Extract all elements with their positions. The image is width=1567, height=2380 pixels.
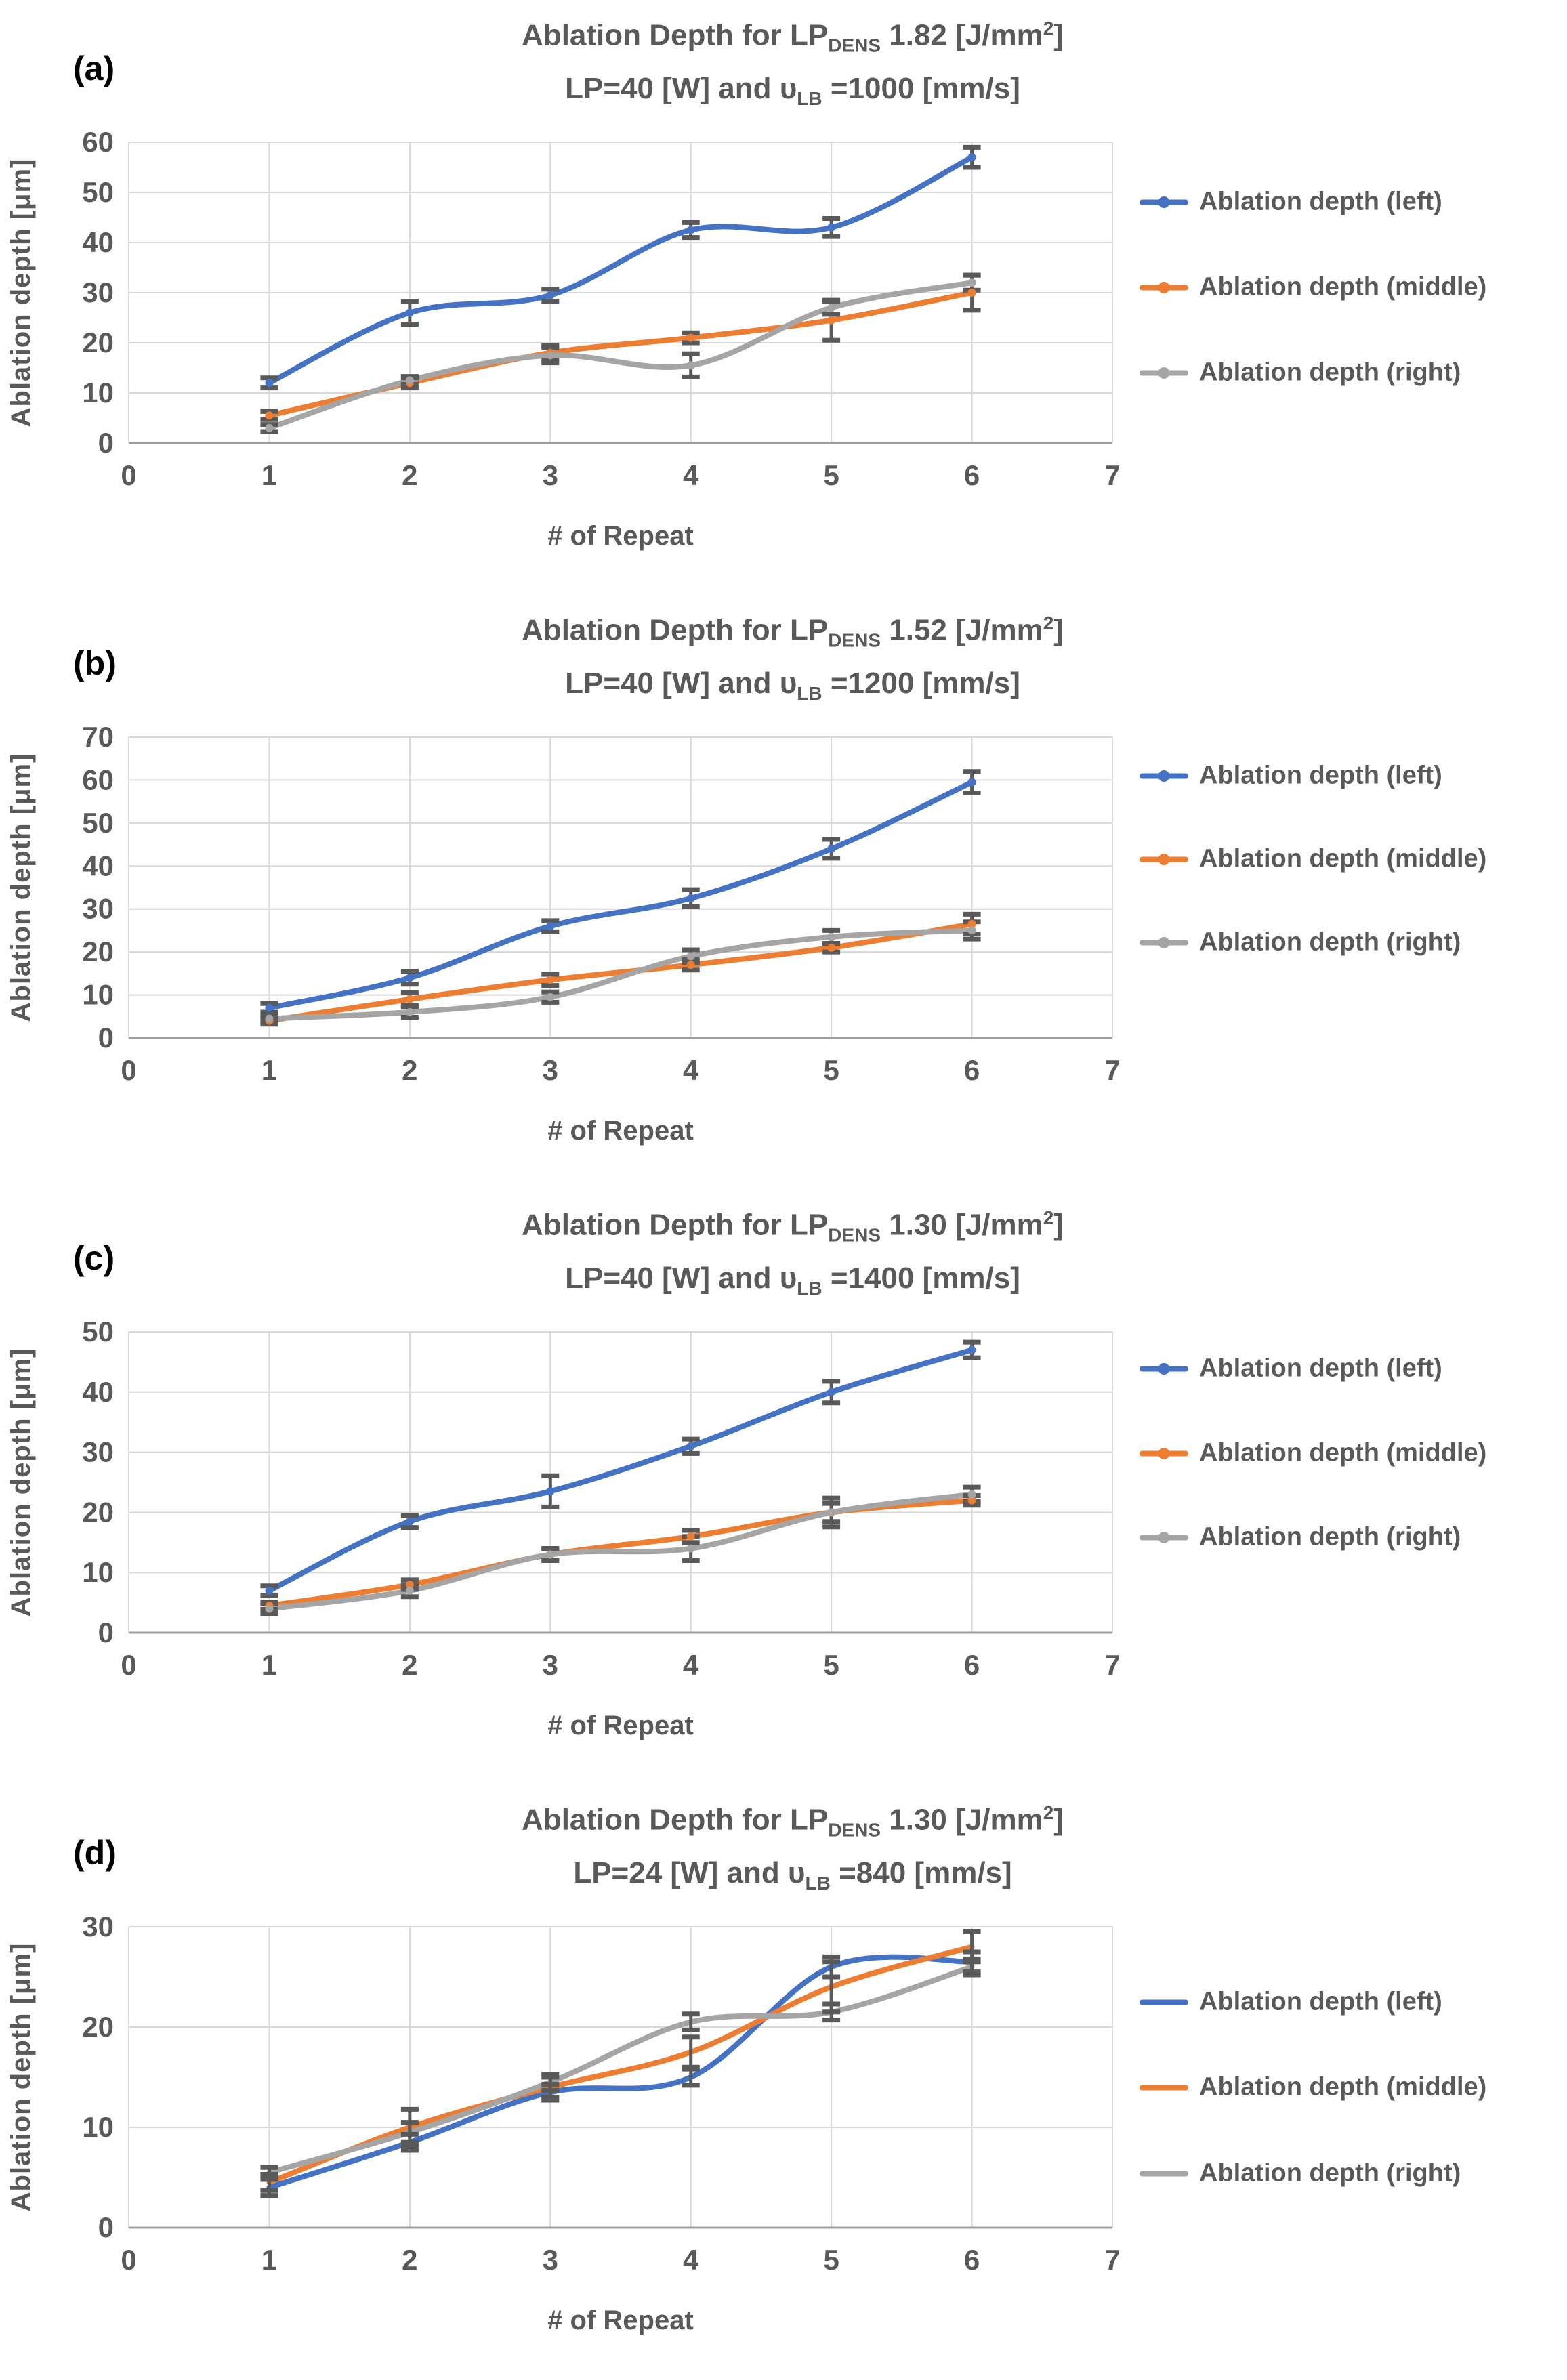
y-axis-title: Ablation depth [μm] (6, 158, 36, 427)
legend-line-swatch (1140, 940, 1188, 945)
legend-marker-dot (1158, 1448, 1170, 1459)
title1-sub: DENS (828, 629, 881, 651)
series-marker-right (406, 1587, 414, 1595)
chart-title-line2 (41, 1852, 1545, 1905)
x-tick-labels (121, 2244, 1120, 2276)
legend-marker-dot (1158, 367, 1170, 379)
title2-sub: LB (805, 1873, 831, 1894)
series-marker-right (827, 933, 835, 941)
y-axis-title: Ablation depth [μm] (6, 1942, 36, 2212)
legend-marker-dot (1158, 854, 1170, 865)
chart-title-line2 (41, 1257, 1545, 1310)
x-tick-label: 7 (1104, 459, 1121, 491)
title1-pre: Ablation Depth for LP (522, 613, 829, 647)
x-axis-title: # of Repeat (547, 1116, 694, 1146)
chart-title-line2 (41, 662, 1545, 715)
title1-post: ] (1053, 1803, 1064, 1837)
y-tick-label: 0 (98, 2211, 114, 2243)
series-marker-middle (265, 411, 273, 419)
series-marker-middle (406, 995, 414, 1003)
legend-label: Ablation depth (left) (1199, 1987, 1442, 2016)
legend-label: Ablation depth (right) (1199, 2158, 1461, 2188)
series-marker-right (265, 1604, 273, 1612)
panel-a (0, 0, 1567, 595)
x-tick-label: 1 (261, 1054, 278, 1086)
y-tick-label: 0 (98, 1022, 114, 1053)
x-tick-label: 6 (963, 1649, 980, 1681)
legend-label: Ablation depth (middle) (1199, 272, 1487, 301)
y-tick-label: 60 (82, 126, 114, 158)
series-line-middle (269, 924, 971, 1021)
legend-item-middle (1140, 1439, 1486, 1468)
x-tick-label: 1 (261, 459, 278, 491)
series-marker-middle (687, 1532, 695, 1541)
series-line-right (269, 283, 971, 428)
title1-post: ] (1053, 18, 1064, 52)
title2-pre: LP=40 [W] and υ (565, 667, 797, 701)
title1-pre: Ablation Depth for LP (522, 1208, 829, 1242)
title2-sub: LB (797, 88, 822, 110)
x-tick-label: 6 (963, 1054, 980, 1086)
series-marker-left (406, 1518, 414, 1526)
chart-title-line1 (41, 7, 1545, 67)
legend-line-swatch (1140, 2085, 1188, 2090)
x-tick-label: 6 (963, 459, 980, 491)
legend-item-left (1140, 1988, 1442, 2017)
series-marker-left (546, 291, 554, 299)
y-tick-label: 0 (98, 427, 114, 459)
series-marker-right (687, 1545, 695, 1553)
title1-post: ] (1053, 613, 1064, 647)
x-tick-label: 7 (1104, 1649, 1121, 1681)
title1-sub: DENS (828, 1819, 881, 1841)
panel-d (0, 1784, 1567, 2379)
y-tick-label: 20 (82, 1496, 114, 1528)
series-marker-right (968, 1490, 976, 1499)
series-marker-left (827, 1388, 835, 1396)
legend-line-swatch (1140, 199, 1188, 205)
series-marker-left (827, 845, 835, 853)
chart-title (41, 1791, 1545, 1905)
legend-line-swatch (1140, 1366, 1188, 1371)
legend-item-middle (1140, 2073, 1486, 2102)
series-marker-right (827, 1508, 835, 1516)
series-marker-middle (827, 316, 835, 325)
series-marker-left (546, 922, 554, 930)
legend-item-right (1140, 928, 1461, 957)
series-marker-left (546, 1487, 554, 1495)
chart-canvas (0, 709, 1125, 1187)
series-marker-right (968, 278, 976, 287)
series-marker-right (687, 952, 695, 960)
x-tick-label: 4 (683, 459, 699, 491)
y-tick-label: 60 (82, 764, 114, 796)
legend-label: Ablation depth (left) (1199, 1354, 1442, 1383)
y-tick-label: 30 (82, 1436, 114, 1468)
legend-marker-dot (1158, 937, 1170, 948)
y-tick-label: 40 (82, 850, 114, 882)
series-marker-left (827, 224, 835, 232)
legend-marker-dot (1158, 1532, 1170, 1543)
x-axis-title: # of Repeat (547, 521, 694, 551)
series-line-middle (269, 293, 971, 415)
y-tick-label: 50 (82, 1316, 114, 1348)
series-line-middle (269, 1947, 971, 2183)
y-tick-label: 30 (82, 892, 114, 925)
legend-item-right (1140, 1523, 1461, 1552)
legend-label: Ablation depth (left) (1199, 187, 1442, 216)
x-tick-label: 6 (963, 2244, 980, 2276)
y-tick-label: 20 (82, 936, 114, 968)
chart-title-line2 (41, 67, 1545, 121)
chart-title (41, 1196, 1545, 1310)
x-tick-labels (121, 459, 1120, 491)
series-marker-left (968, 1346, 976, 1354)
x-tick-label: 7 (1104, 2244, 1121, 2276)
x-tick-label: 3 (542, 459, 558, 491)
title1-mid: 1.52 [J/mm (881, 613, 1043, 647)
series-marker-middle (968, 289, 976, 297)
y-axis-title: Ablation depth [μm] (6, 1348, 36, 1617)
panel-label: (b) (73, 644, 117, 682)
series-marker-left (265, 1587, 273, 1595)
series-marker-right (265, 1014, 273, 1022)
series-marker-right (827, 304, 835, 312)
series-marker-left (687, 1442, 695, 1450)
panel-label: (a) (73, 49, 115, 87)
y-tick-label: 30 (82, 1911, 114, 1942)
legend-marker-dot (1158, 770, 1170, 782)
gridlines (129, 737, 1112, 1038)
legend-line-swatch (1140, 1450, 1188, 1456)
series-marker-middle (546, 976, 554, 984)
legend-marker-dot (1158, 196, 1170, 208)
series-line-left (269, 1350, 971, 1591)
title1-post: ] (1053, 1208, 1064, 1242)
y-tick-label: 10 (82, 377, 114, 409)
series-marker-left (968, 778, 976, 787)
legend-label: Ablation depth (middle) (1199, 2072, 1487, 2102)
y-tick-label: 20 (82, 2011, 114, 2043)
title2-post: =840 [mm/s] (830, 1856, 1012, 1890)
title2-sub: LB (797, 1278, 822, 1299)
legend-item-left (1140, 188, 1442, 217)
y-tick-labels (82, 721, 114, 1053)
chart-title (41, 7, 1545, 121)
series-marker-left (265, 379, 273, 387)
y-tick-label: 10 (82, 2111, 114, 2143)
legend-label: Ablation depth (middle) (1199, 1438, 1487, 1467)
title1-pre: Ablation Depth for LP (522, 1803, 829, 1837)
y-tick-labels (82, 126, 114, 459)
title1-pre: Ablation Depth for LP (522, 18, 829, 52)
x-axis-title: # of Repeat (547, 2305, 694, 2335)
chart-title-line1 (41, 1791, 1545, 1852)
error-bars (260, 147, 980, 432)
chart-canvas (0, 1303, 1125, 1782)
x-tick-label: 5 (823, 1649, 839, 1681)
x-tick-label: 2 (402, 1054, 418, 1086)
x-tick-label: 4 (683, 1054, 699, 1086)
series-marker-left (968, 153, 976, 161)
legend-item-right (1140, 358, 1461, 388)
y-tick-label: 40 (82, 1375, 114, 1408)
x-tick-label: 0 (121, 2244, 137, 2276)
series-marker-middle (687, 334, 695, 342)
title2-post: =1000 [mm/s] (822, 72, 1020, 106)
legend-label: Ablation depth (right) (1199, 1522, 1461, 1551)
legend-item-middle (1140, 845, 1486, 874)
y-tick-label: 10 (82, 978, 114, 1011)
y-axis-title: Ablation depth [μm] (6, 753, 36, 1022)
title1-sub: DENS (828, 1224, 881, 1246)
y-tick-labels (82, 1316, 114, 1648)
title2-post: =1400 [mm/s] (822, 1261, 1020, 1295)
x-axis-title: # of Repeat (547, 1711, 694, 1740)
panel-c (0, 1190, 1567, 1784)
x-tick-label: 1 (261, 2244, 278, 2276)
legend-item-right (1140, 2159, 1461, 2188)
y-tick-label: 0 (98, 1616, 114, 1648)
series-marker-left (687, 226, 695, 234)
title2-pre: LP=40 [W] and υ (565, 1261, 797, 1295)
legend-marker-dot (1158, 1363, 1170, 1375)
y-tick-label: 20 (82, 327, 114, 358)
title2-sub: LB (797, 683, 822, 705)
series-marker-right (546, 993, 554, 1001)
series-marker-right (406, 377, 414, 385)
y-tick-label: 70 (82, 721, 114, 753)
series-marker-middle (827, 944, 835, 952)
series-marker-left (406, 309, 414, 317)
legend-label: Ablation depth (right) (1199, 358, 1461, 387)
x-tick-label: 7 (1104, 1054, 1121, 1086)
x-tick-labels (121, 1054, 1120, 1086)
x-tick-label: 5 (823, 1054, 839, 1086)
series-marker-right (265, 424, 273, 432)
series-marker-middle (687, 961, 695, 969)
legend-item-left (1140, 761, 1442, 791)
series-marker-right (968, 926, 976, 934)
title1-sup: 2 (1043, 18, 1054, 39)
x-tick-label: 2 (402, 2244, 418, 2276)
series-marker-right (546, 1551, 554, 1559)
x-tick-label: 0 (121, 1649, 137, 1681)
x-tick-label: 4 (683, 1649, 699, 1681)
legend-line-swatch (1140, 285, 1188, 290)
legend-line-swatch (1140, 2171, 1188, 2176)
title1-sup: 2 (1043, 1802, 1054, 1823)
title1-sub: DENS (828, 35, 881, 56)
title1-sup: 2 (1043, 612, 1054, 633)
x-tick-label: 0 (121, 459, 137, 491)
chart-title (41, 602, 1545, 715)
x-tick-label: 5 (823, 459, 839, 491)
title2-post: =1200 [mm/s] (822, 667, 1020, 701)
y-tick-label: 50 (82, 176, 114, 208)
x-tick-label: 1 (261, 1649, 278, 1681)
legend-item-left (1140, 1354, 1442, 1383)
series-marker-right (546, 352, 554, 360)
x-tick-label: 4 (683, 2244, 699, 2276)
x-tick-labels (121, 1649, 1120, 1681)
y-tick-label: 40 (82, 226, 114, 258)
series-marker-right (687, 361, 695, 369)
title2-pre: LP=24 [W] and υ (573, 1856, 806, 1890)
legend-label: Ablation depth (middle) (1199, 844, 1487, 873)
series-lines (269, 1947, 971, 2188)
series-marker-left (265, 1004, 273, 1012)
x-tick-label: 3 (542, 2244, 558, 2276)
chart-canvas (0, 114, 1125, 592)
chart-title-line1 (41, 1196, 1545, 1257)
series-lines (269, 1350, 971, 1609)
x-tick-label: 2 (402, 459, 418, 491)
series-lines (269, 782, 971, 1021)
legend-marker-dot (1158, 282, 1170, 293)
chart-title-line1 (41, 602, 1545, 662)
legend-line-swatch (1140, 370, 1188, 375)
legend-line-swatch (1140, 856, 1188, 862)
x-tick-label: 2 (402, 1649, 418, 1681)
legend-label: Ablation depth (left) (1199, 761, 1442, 790)
legend-line-swatch (1140, 1999, 1188, 2005)
panel-label: (d) (73, 1834, 117, 1872)
x-tick-label: 0 (121, 1054, 137, 1086)
legend-item-middle (1140, 273, 1486, 302)
x-tick-label: 3 (542, 1649, 558, 1681)
title1-mid: 1.30 [J/mm (881, 1803, 1043, 1837)
chart-canvas (0, 1898, 1125, 2377)
legend-line-swatch (1140, 1535, 1188, 1540)
title2-pre: LP=40 [W] and υ (565, 72, 797, 106)
legend-line-swatch (1140, 773, 1188, 778)
x-tick-label: 5 (823, 2244, 839, 2276)
title1-sup: 2 (1043, 1207, 1054, 1228)
panel-b (0, 595, 1567, 1190)
panel-label: (c) (73, 1239, 115, 1277)
series-marker-left (406, 974, 414, 982)
series-marker-left (687, 894, 695, 902)
title1-mid: 1.30 [J/mm (881, 1208, 1043, 1242)
y-tick-label: 30 (82, 276, 114, 308)
series-marker-right (406, 1008, 414, 1016)
legend-label: Ablation depth (right) (1199, 927, 1461, 957)
y-tick-labels (82, 1911, 114, 2243)
y-tick-label: 50 (82, 806, 114, 839)
x-tick-label: 3 (542, 1054, 558, 1086)
series-line-left (269, 157, 971, 383)
y-tick-label: 10 (82, 1556, 114, 1589)
title1-mid: 1.82 [J/mm (881, 18, 1043, 52)
